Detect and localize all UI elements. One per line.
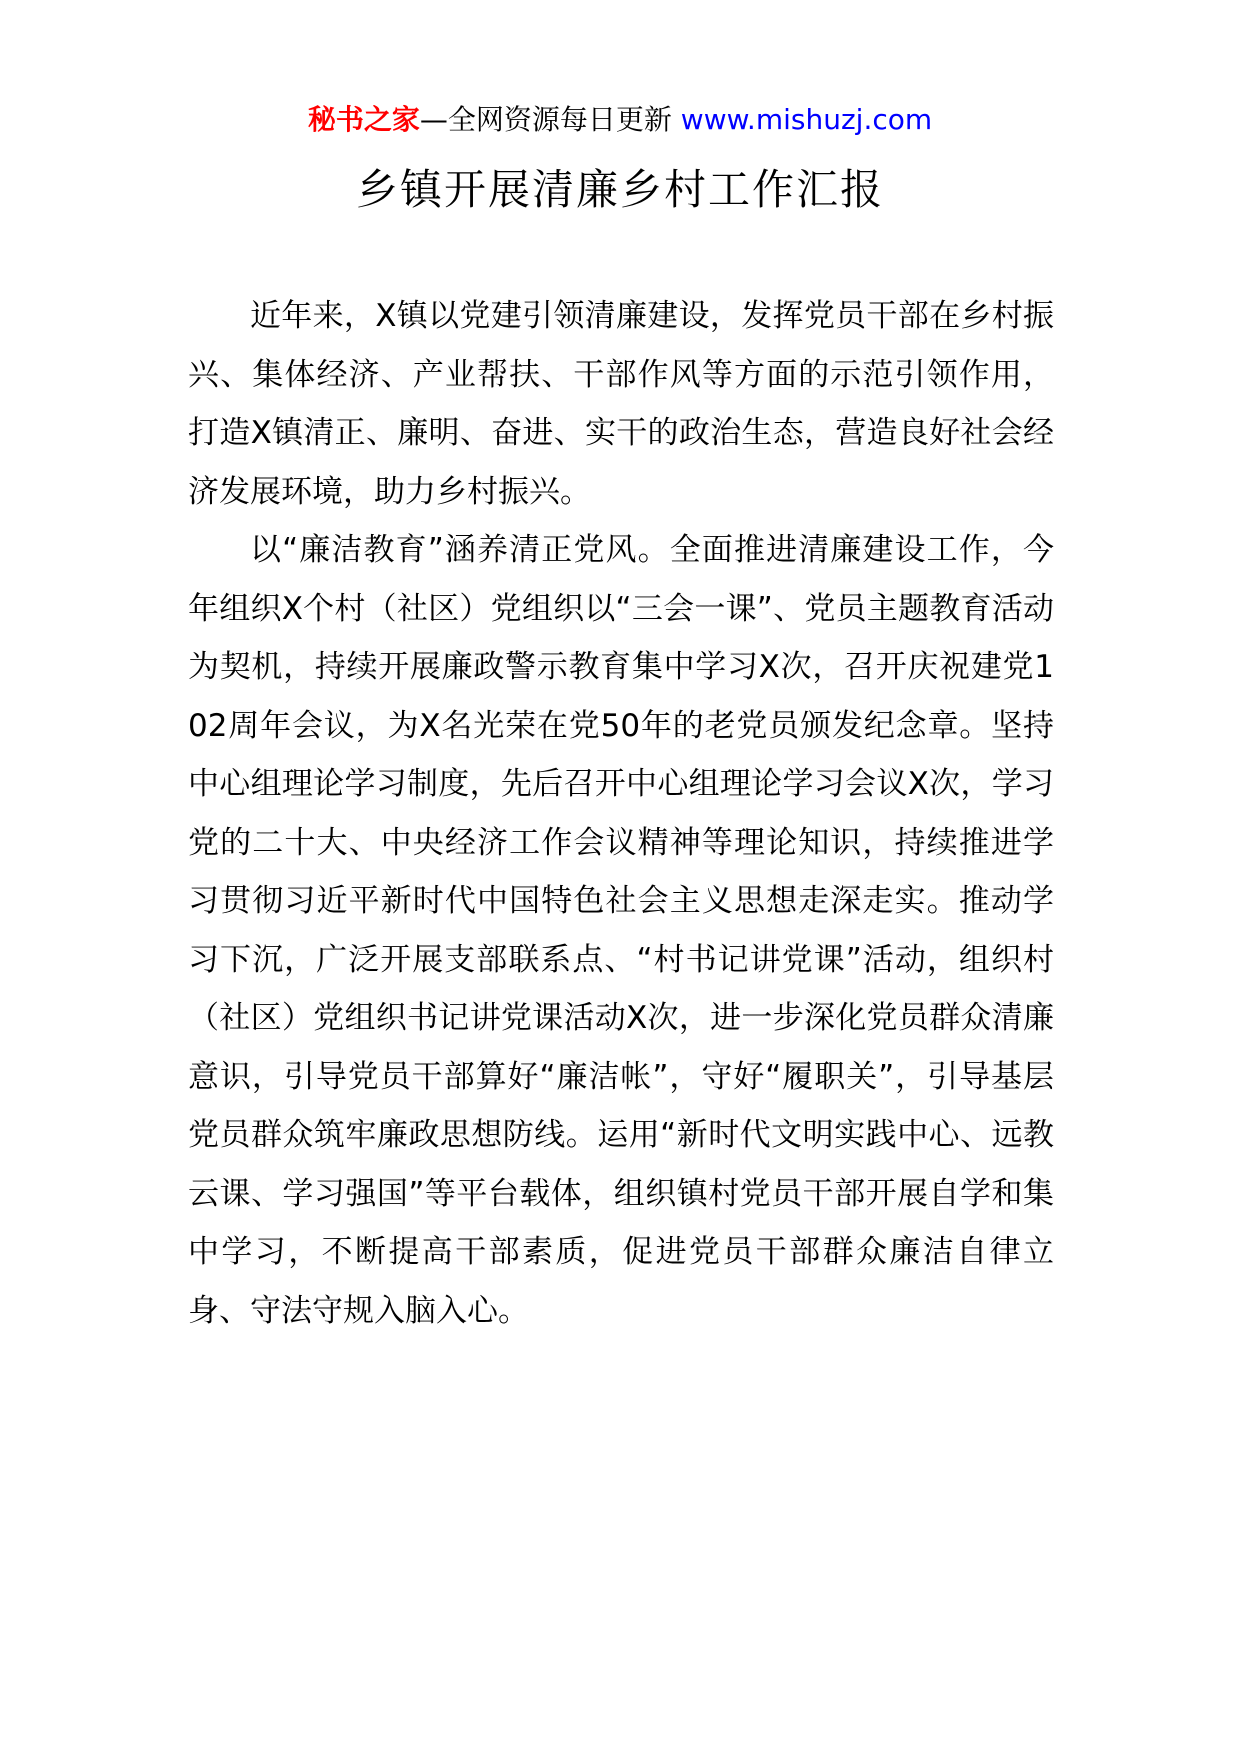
document-body (188, 287, 1054, 1340)
paragraph-integrity-education: 以“廉洁教育”涵养清正党风。全面推进清廉建设工作，今年组织X个村（社区）党组织以“三会一课”、党员主题教育活动为契机，持续开展廉政警示教育集中学习X次，召开庆祝建党102周年会议，为X名光荣在党50年的老党员颁发纪念章。坚持中心组理论学习制度，先后召开中心组理论学习会议X次，学习党的二十大、中央经济工作会议精神等理论知识，持续推进学习贯彻习近平新时代中国特色社会主义思想走深走实。推动学习下沉，广泛开展支部联系点、“村书记讲党课”活动，组织村（社区）党组织书记讲党课活动X次，进一步深化党员群众清廉意识，引导党员干部算好“廉洁帐”，守好“履职关”，引导基层党员群众筑牢廉政思想防线。运用“新时代文明实践中心、远教云课、学习强国”等平台载体，组织镇村党员干部开展自学和集中学习，不断提高干部素质，促进党员干部群众廉洁自律立身、守法守规入脑入心。 (188, 532, 1054, 1329)
header-tagline: —全网资源每日更新 (419, 103, 672, 136)
site-url-link[interactable]: www.mishuzj.com (680, 103, 933, 136)
paragraph-intro: 近年来，X镇以党建引领清廉建设，发挥党员干部在乡村振兴、集体经济、产业帮扶、干部作风等方面的示范引领作用，打造X镇清正、廉明、奋进、实干的政治生态，营造良好社会经济发展环境，助力乡村振兴。 (188, 298, 1054, 510)
site-header (0, 100, 1240, 140)
document-title: 乡镇开展清廉乡村工作汇报 (355, 165, 884, 214)
brand-name: 秘书之家 (307, 103, 420, 136)
